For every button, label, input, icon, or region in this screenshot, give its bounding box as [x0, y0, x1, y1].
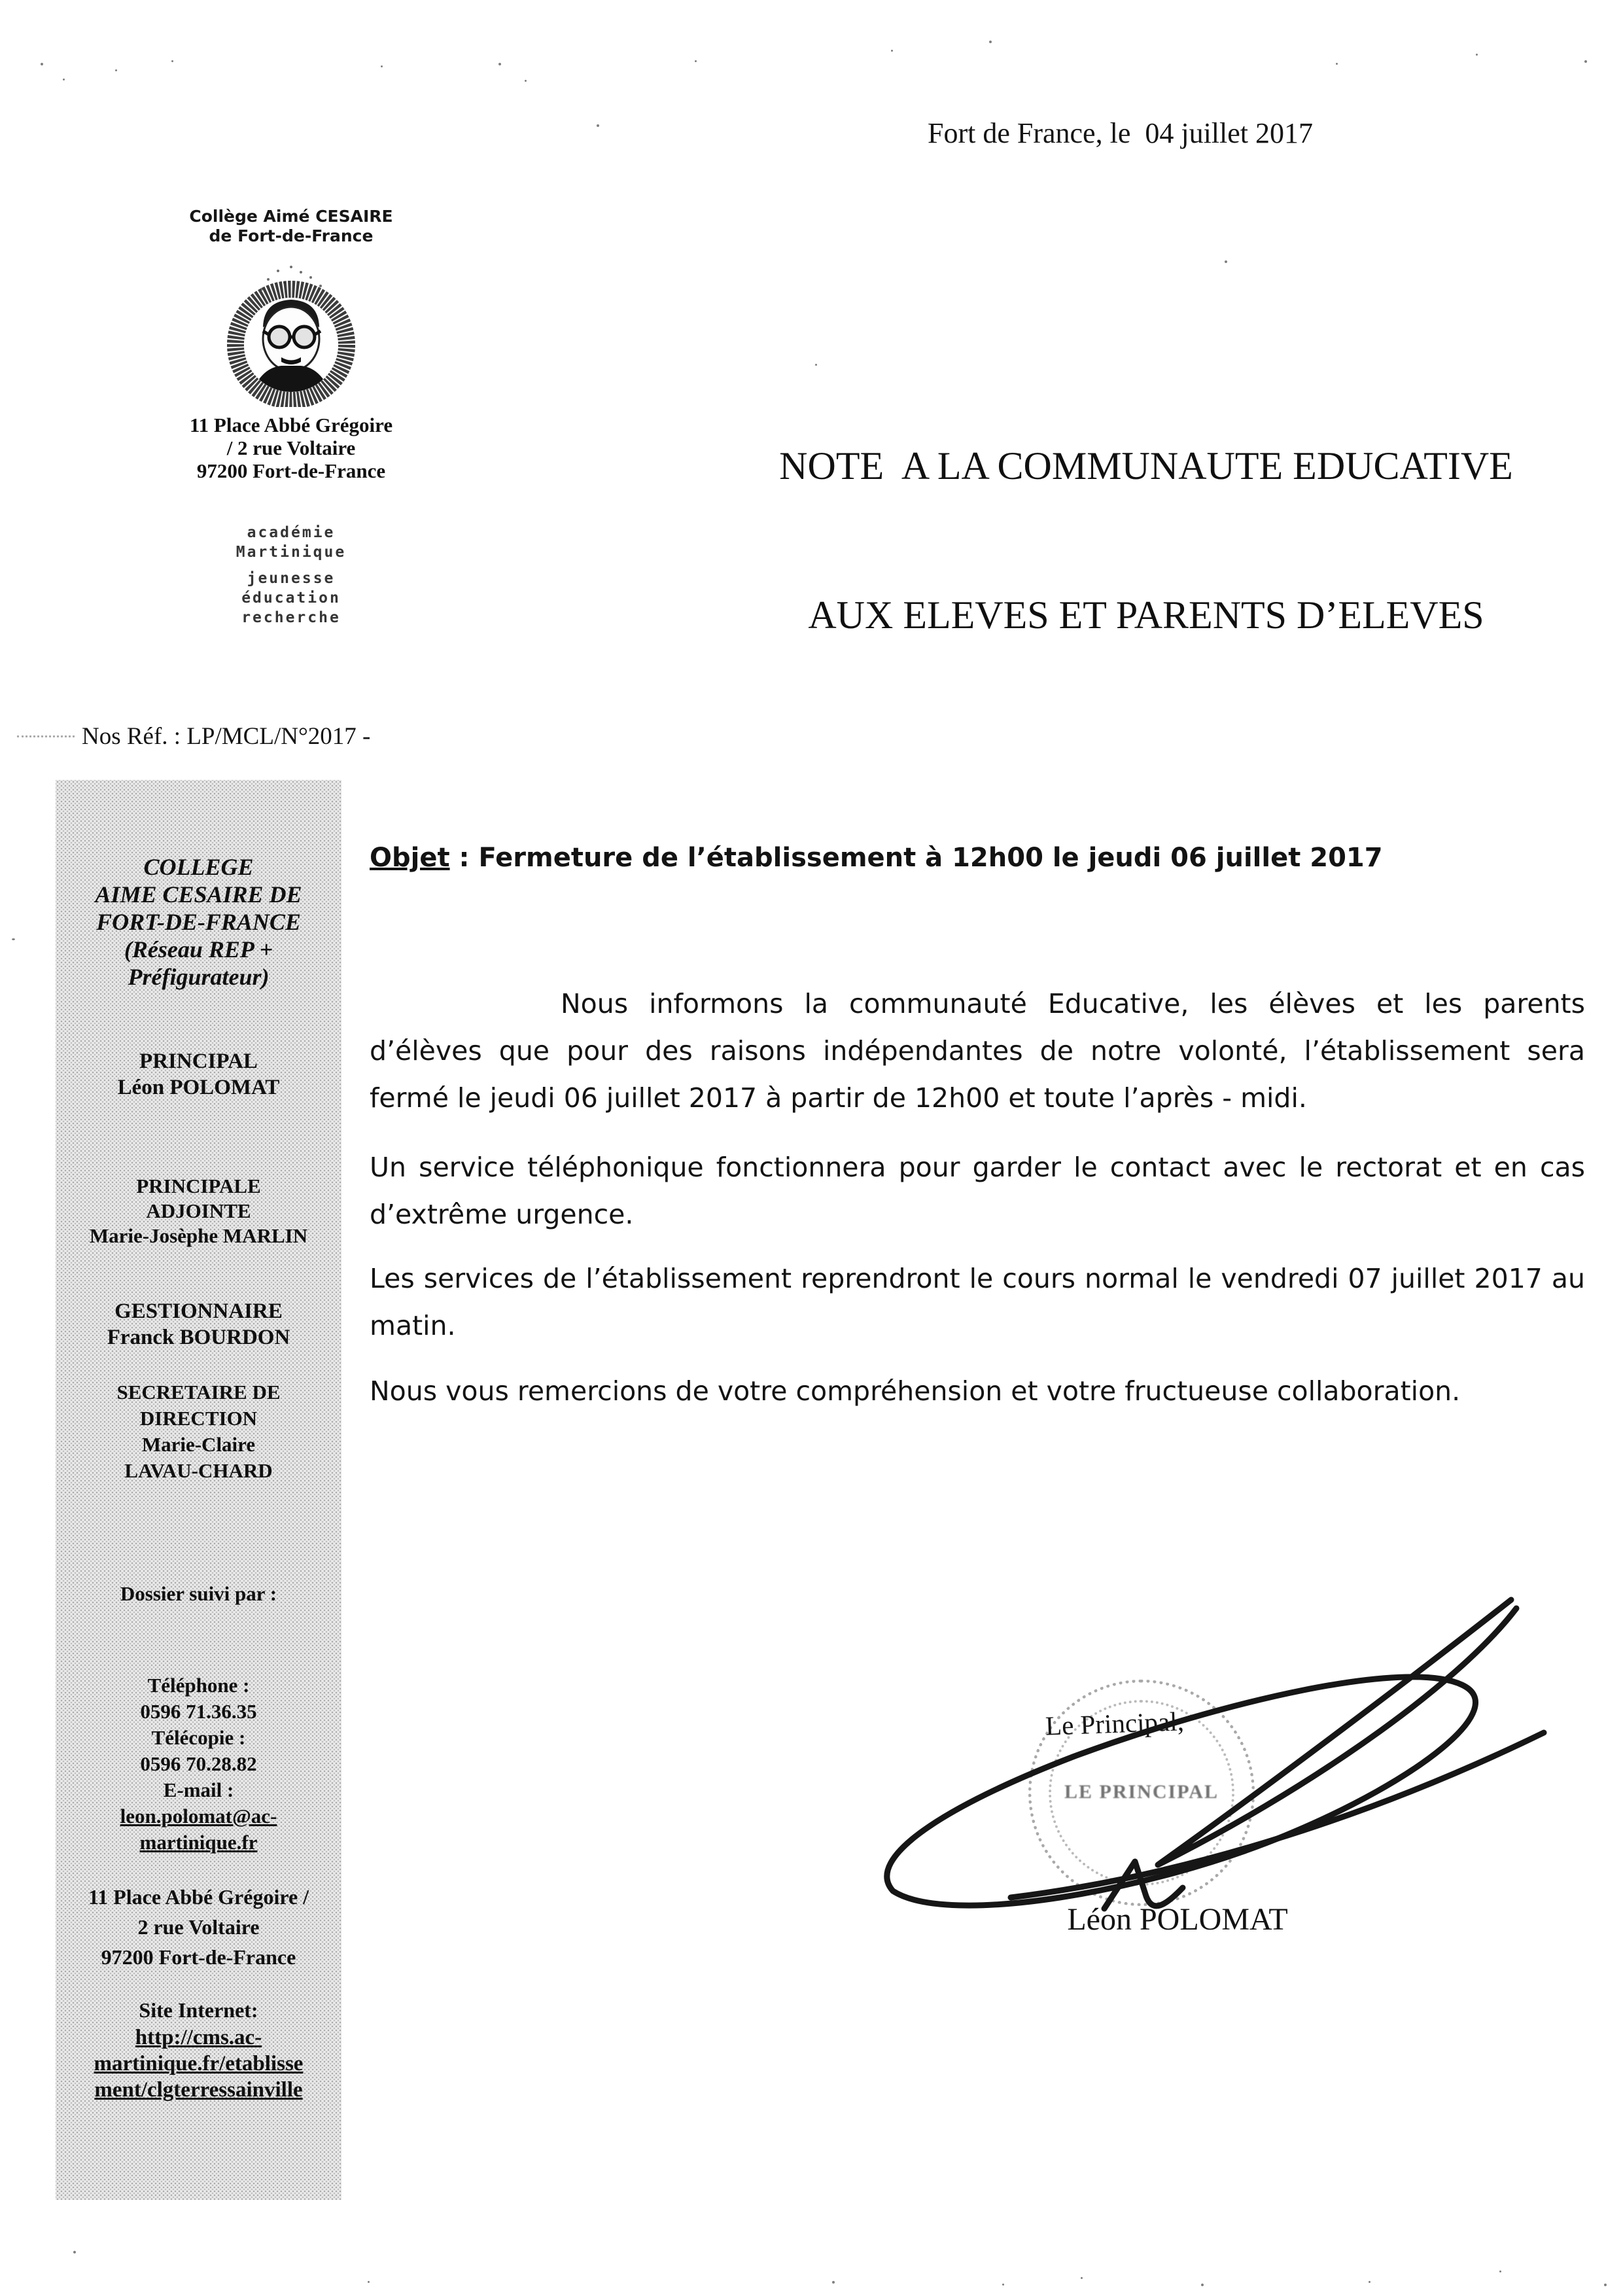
noise-dot — [171, 60, 173, 62]
principal-name: Léon POLOMAT — [117, 1076, 280, 1099]
academy-line: éducation — [241, 590, 341, 607]
objet-line — [370, 843, 1383, 873]
note-title — [767, 342, 1526, 739]
noise-dot — [1002, 2284, 1004, 2286]
title-line-1: NOTE A LA COMMUNAUTE EDUCATIVE — [779, 444, 1513, 487]
noise-dot — [891, 50, 893, 52]
noise-dot — [368, 2281, 370, 2283]
noise-dot — [597, 124, 599, 127]
site-label: Site Internet: — [139, 1998, 258, 2022]
academy-line: recherche — [241, 609, 341, 626]
academy-logo-text — [118, 523, 464, 627]
email-line-2: martinique.fr — [139, 1831, 258, 1854]
gestionnaire-block — [56, 1298, 341, 1351]
noise-dot — [12, 938, 15, 940]
noise-dot — [1604, 2284, 1607, 2286]
email-label: E-mail : — [163, 1778, 234, 1801]
info-sidebar — [56, 780, 341, 2200]
noise-dot — [73, 2251, 76, 2253]
sidebar-address-block — [56, 1882, 341, 1972]
aime-cesaire-portrait-icon — [216, 263, 366, 407]
secretaire-line: SECRETAIRE DE — [116, 1381, 281, 1404]
letterhead — [118, 207, 464, 627]
noise-dot — [1201, 2284, 1204, 2286]
noise-dot — [1476, 54, 1478, 56]
noise-dot — [1336, 63, 1338, 65]
phone-value: 0596 71.36.35 — [140, 1700, 257, 1723]
sidebar-address-2: 2 rue Voltaire — [137, 1915, 260, 1939]
adjointe-title-2: ADJOINTE — [146, 1199, 251, 1222]
letterhead-address-1: 11 Place Abbé Grégoire — [189, 414, 393, 436]
sidebar-address-3: 97200 Fort-de-France — [101, 1945, 296, 1969]
date-line: Fort de France, le 04 juillet 2017 — [928, 117, 1313, 149]
stamp-text: LE PRINCIPAL — [1064, 1781, 1219, 1803]
sidebar-address-1: 11 Place Abbé Grégoire / — [88, 1885, 309, 1909]
noise-dot — [1369, 2281, 1370, 2283]
secretaire-line: DIRECTION — [139, 1407, 258, 1430]
noise-dot — [1225, 260, 1227, 263]
signature-name: Léon POLOMAT — [1067, 1902, 1288, 1937]
phone-label: Téléphone : — [147, 1674, 250, 1697]
paragraph-2: Un service téléphonique fonctionnera pour garder le contact avec le rectorat et en cas d’extrême urgence. — [370, 1152, 1585, 1230]
paragraph-4: Nous vous remercions de votre compréhension et votre fructueuse collaboration. — [370, 1375, 1461, 1407]
handwritten-signature-icon — [857, 1583, 1563, 1937]
contact-block — [56, 1672, 341, 1856]
site-block — [56, 1996, 341, 2103]
objet-label: Objet — [370, 843, 450, 873]
email-line-1: leon.polomat@ac- — [120, 1805, 277, 1828]
site-url-line-1: http://cms.ac- — [135, 2026, 262, 2049]
noise-dot — [63, 79, 65, 80]
noise-dot — [381, 65, 383, 67]
noise-dot — [832, 2281, 835, 2284]
college-line: FORT-DE-FRANCE — [96, 909, 301, 935]
reference-line: Nos Réf. : LP/MCL/N°2017 - — [82, 723, 371, 750]
secretaire-line: Marie-Claire — [141, 1433, 256, 1456]
noise-dot — [989, 41, 992, 43]
noise-dot — [695, 60, 697, 62]
noise-dot — [525, 80, 527, 82]
college-line: (Réseau REP + — [124, 936, 273, 963]
noise-dot — [1584, 60, 1587, 63]
noise-dot — [498, 63, 501, 65]
site-url-line-2: martinique.fr/etablisse — [94, 2052, 304, 2075]
principal-block — [56, 1048, 341, 1101]
dossier-label: Dossier suivi par : — [120, 1582, 277, 1605]
principal-title: PRINCIPAL — [139, 1050, 258, 1073]
objet-text: : Fermeture de l’établissement à 12h00 le jeudi 06 juillet 2017 — [449, 843, 1383, 873]
adjointe-title-1: PRINCIPALE — [136, 1174, 261, 1197]
college-line: Préfigurateur) — [128, 964, 270, 990]
gestionnaire-title: GESTIONNAIRE — [114, 1299, 283, 1323]
college-line: AIME CESAIRE DE — [95, 881, 302, 908]
school-name-line1: Collège Aimé CESAIRE — [189, 207, 393, 226]
fax-label: Télécopie : — [151, 1726, 246, 1749]
signature-pre-label: Le Principal, — [1045, 1706, 1185, 1741]
noise-dot — [115, 69, 117, 71]
title-line-2: AUX ELEVES ET PARENTS D’ELEVES — [808, 593, 1484, 637]
school-name-line2: de Fort-de-France — [209, 226, 374, 245]
academy-line: Martinique — [236, 544, 347, 561]
sidebar-college-block — [56, 853, 341, 991]
paragraph-1: Nous informons la communauté Educative, les élèves et les parents d’élèves que pour des raisons indépendantes de notre volonté, l’établissement sera fermé le jeudi 06 juillet 2017 à partir de 12h00 et toute l’après - midi. — [370, 988, 1585, 1114]
noise-dot — [1081, 2277, 1083, 2279]
fax-value: 0596 70.28.82 — [140, 1752, 257, 1775]
secretaire-block — [56, 1379, 341, 1484]
site-url-line-3: ment/clgterressainville — [94, 2078, 303, 2102]
margin-dotted-line — [17, 735, 75, 737]
gestionnaire-name: Franck BOURDON — [107, 1326, 290, 1349]
letterhead-address-3: 97200 Fort-de-France — [196, 459, 386, 482]
noise-dot — [41, 63, 43, 65]
college-line: COLLEGE — [143, 854, 254, 880]
adjointe-name: Marie-Josèphe MARLIN — [89, 1224, 308, 1247]
letterhead-address-2: / 2 rue Voltaire — [226, 436, 356, 459]
paragraph-3: Les services de l’établissement reprendront le cours normal le vendredi 07 juillet 2017 au matin. — [370, 1263, 1585, 1341]
academy-line: jeunesse — [247, 570, 336, 587]
secretaire-line: LAVAU-CHARD — [124, 1459, 273, 1482]
academy-line: académie — [247, 524, 336, 541]
noise-dot — [1499, 2270, 1501, 2272]
adjointe-block — [56, 1174, 341, 1248]
